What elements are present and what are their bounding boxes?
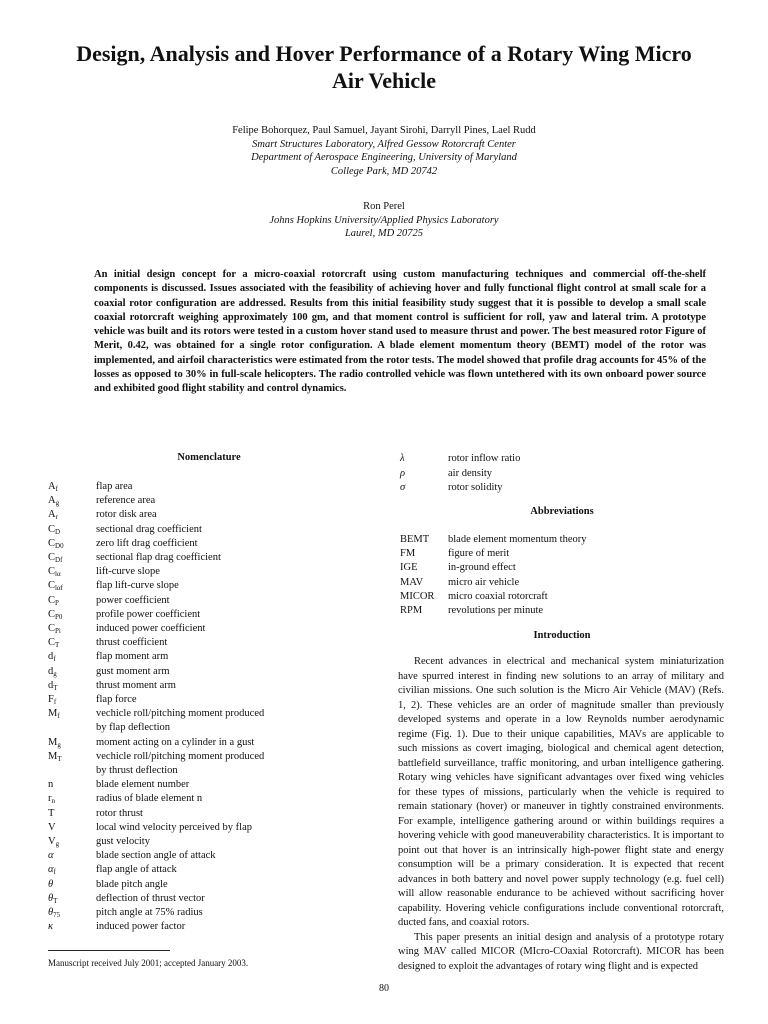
nomenclature-description: [96, 594, 368, 608]
nomenclature-symbol-base: F: [48, 694, 54, 706]
nomenclature-description: [96, 835, 368, 849]
nomenclature-symbol-subscript: T: [53, 896, 58, 905]
nomenclature-description: [96, 565, 368, 579]
author-organization: Johns Hopkins University/Applied Physics Laboratory: [269, 214, 499, 226]
nomenclature-symbol: σ: [400, 482, 406, 494]
abbreviation-term: MAV: [400, 576, 424, 588]
abbreviation-row: [400, 561, 720, 575]
nomenclature-description: [96, 679, 368, 693]
nomenclature-description: [96, 892, 368, 906]
footnote-rule: [48, 950, 170, 951]
nomenclature-description-text: pitch angle at 75% radius: [96, 907, 203, 919]
nomenclature-row: [48, 679, 368, 693]
nomenclature-symbol: [48, 551, 96, 565]
abbreviation-term: MICOR: [400, 590, 435, 602]
nomenclature-symbol-subscript: Pi: [55, 627, 61, 636]
nomenclature-symbol-subscript: D0: [55, 541, 64, 550]
nomenclature-symbol-base: θ: [48, 892, 54, 904]
nomenclature-symbol-subscript: lα: [55, 570, 61, 579]
nomenclature-symbol: [48, 579, 96, 593]
nomenclature-description-text: local wind velocity perceived by flap: [96, 821, 252, 833]
nomenclature-symbol: [48, 480, 96, 494]
nomenclature-symbol: [48, 707, 96, 735]
nomenclature-symbol-subscript: f: [53, 698, 57, 707]
nomenclature-row: [48, 821, 368, 835]
nomenclature-row: [48, 480, 368, 494]
nomenclature-symbol: [48, 537, 96, 551]
author-city-2: Laurel, MD 20725: [344, 228, 424, 240]
nomenclature-symbol-subscript: Df: [55, 556, 63, 565]
nomenclature-row: [48, 650, 368, 664]
nomenclature-symbol-base: θ: [48, 878, 54, 890]
nomenclature-symbol-subscript: g: [53, 669, 57, 678]
nomenclature-symbol-base: A: [48, 509, 56, 521]
nomenclature-symbol-subscript: r: [55, 513, 58, 522]
nomenclature-description-text: rotor disk area: [96, 509, 157, 521]
abbreviation-term: BEMT: [400, 534, 430, 545]
nomenclature-description: [96, 878, 368, 892]
nomenclature-description-text: power coefficient: [96, 594, 170, 606]
footnote: Manuscript received July 2001; accepted January 2003.: [48, 958, 249, 968]
nomenclature-description: [96, 707, 368, 735]
nomenclature-description: [96, 750, 368, 778]
nomenclature-symbol: [48, 650, 96, 664]
nomenclature-row: [48, 622, 368, 636]
nomenclature-symbol-base: V: [48, 836, 56, 848]
nomenclature-symbol-base: M: [48, 708, 58, 720]
nomenclature-symbol-base: α: [48, 850, 54, 862]
nomenclature-symbol: [48, 807, 96, 821]
nomenclature-row: [48, 523, 368, 537]
nomenclature-description-text: induced power factor: [96, 921, 186, 933]
nomenclature-symbol: [48, 508, 96, 522]
abbreviation-description: micro air vehicle: [448, 576, 520, 588]
nomenclature-symbol: [48, 835, 96, 849]
nomenclature-row: [48, 579, 368, 593]
nomenclature-description: [96, 636, 368, 650]
abbreviations-heading: Abbreviations: [530, 506, 594, 517]
introduction-paragraph-2: This paper presents an initial design and analysis of a prototype rotary wing MAV called MICOR (MIcro-COaxial Rotorcraft). MICOR has been designed to exploit the advantages of rotary wing flight and is expected: [398, 931, 724, 972]
nomenclature-symbol-base: C: [48, 608, 56, 620]
abbreviation-row: [400, 604, 720, 618]
nomenclature-symbol-subscript: n: [51, 797, 55, 806]
nomenclature-description: [96, 551, 368, 565]
abbreviation-description: blade element momentum theory: [448, 534, 587, 545]
nomenclature-symbol: [48, 523, 96, 537]
nomenclature-description-text: sectional flap drag coefficient: [96, 552, 221, 564]
author-names-1: Felipe Bohorquez, Paul Samuel, Jayant Sirohi, Darryll Pines, Lael Rudd: [232, 125, 536, 136]
nomenclature-symbol-subscript: P: [55, 598, 59, 607]
nomenclature-row: [48, 665, 368, 679]
abbreviations-list: [400, 533, 720, 618]
nomenclature-symbol-base: V: [48, 821, 56, 833]
nomenclature-description: [96, 920, 368, 934]
nomenclature-row: [48, 736, 368, 750]
nomenclature-symbol: [48, 679, 96, 693]
nomenclature-description-text: rotor thrust: [96, 807, 143, 819]
nomenclature-row: [48, 835, 368, 849]
nomenclature-row: [48, 608, 368, 622]
nomenclature-description: air density: [448, 467, 493, 479]
nomenclature-row: [48, 508, 368, 522]
nomenclature-symbol-subscript: P0: [55, 612, 63, 621]
nomenclature-symbol: [48, 821, 96, 835]
abbreviation-term: IGE: [400, 562, 418, 574]
nomenclature-symbol-base: κ: [48, 921, 54, 933]
nomenclature-description-text: flap area: [96, 481, 133, 492]
nomenclature-symbol: [48, 863, 96, 877]
nomenclature-symbol: ρ: [400, 467, 406, 479]
nomenclature-description-text: moment acting on a cylinder in a gust: [96, 736, 255, 748]
nomenclature-description-text: gust moment arm: [96, 665, 170, 677]
nomenclature-symbol: [48, 494, 96, 508]
nomenclature-row: [48, 750, 368, 778]
nomenclature-symbol: [48, 750, 96, 778]
nomenclature-symbol-subscript: f: [53, 868, 56, 877]
nomenclature-symbol-base: M: [48, 736, 58, 748]
abstract: An initial design concept for a micro-coaxial rotorcraft using custom manufacturing techniques and commercial off-the-shelf components is discussed. Issues associated with the feasibility of achieving hover and fully functional flight control at small scale for a coaxial rotor configuration are addressed. Results from this initial feasibility study suggest that it is possible to develop a small scale coaxial rotorcraft weighing approximately 100 gm, and that moment control is sufficient for roll, yaw and lateral trim. A prototype vehicle was built and its rotors were tested in a custom hover stand used to measure thrust and power. The best measured rotor Figure of Merit, 0.42, was obtained for a single rotor configuration. A blade element momentum theory (BEMT) model of the rotor was implemented, and airfoil characteristics were estimated from the rotor tests. The model showed that profile drag accounts for 45% of the losses as opposed to 30% in full-scale helicopters. The radio controlled vehicle was flown untethered with its own onboard power source and exhibited good flight stability and control dynamics.: [94, 269, 706, 395]
nomenclature-description-text: flap angle of attack: [96, 864, 177, 876]
nomenclature-description-continuation: by flap deflection: [96, 722, 171, 734]
nomenclature-description-text: deflection of thrust vector: [96, 892, 205, 904]
nomenclature-symbol-subscript: f: [57, 712, 60, 721]
nomenclature-symbol-base: d: [48, 651, 54, 663]
nomenclature-description-text: zero lift drag coefficient: [96, 537, 198, 549]
nomenclature-symbol: [48, 892, 96, 906]
nomenclature-symbol-base: θ: [48, 907, 54, 919]
nomenclature-description-text: reference area: [96, 495, 156, 507]
nomenclature-symbol-base: A: [48, 481, 56, 492]
nomenclature-list: [48, 480, 368, 935]
nomenclature-row: [48, 537, 368, 551]
nomenclature-symbol: [48, 565, 96, 579]
nomenclature-description: [96, 665, 368, 679]
nomenclature-description: [96, 579, 368, 593]
paper-title: Design, Analysis and Hover Performance of a Rotary Wing Micro Air Vehicle: [76, 41, 692, 93]
author-names-2: Ron Perel: [363, 201, 405, 212]
nomenclature-symbol: [48, 636, 96, 650]
abbreviation-description: micro coaxial rotorcraft: [448, 590, 548, 602]
abbreviation-row: [400, 547, 720, 561]
nomenclature-description-text: blade pitch angle: [96, 878, 168, 890]
nomenclature-symbol-base: d: [48, 679, 54, 691]
nomenclature-row: [48, 920, 368, 934]
nomenclature-description-text: thrust coefficient: [96, 637, 168, 649]
nomenclature-description-text: sectional drag coefficient: [96, 523, 202, 535]
nomenclature-symbol-subscript: g: [55, 499, 60, 508]
nomenclature-symbol-base: C: [48, 552, 56, 564]
page-number: 80: [379, 983, 389, 994]
nomenclature-symbol: [48, 608, 96, 622]
nomenclature-row: [400, 467, 720, 482]
nomenclature-symbol: [48, 878, 96, 892]
nomenclature-symbol: [48, 792, 96, 806]
author-block-2: [100, 200, 668, 241]
nomenclature-description-text: vechicle roll/pitching moment produced: [96, 708, 265, 720]
nomenclature-description-text: flap moment arm: [96, 651, 169, 663]
nomenclature-row: [48, 849, 368, 863]
nomenclature-symbol-base: C: [48, 580, 56, 592]
nomenclature-description-text: induced power coefficient: [96, 623, 206, 635]
nomenclature-description-text: flap lift-curve slope: [96, 580, 179, 592]
nomenclature-description: [96, 480, 368, 494]
abbreviation-row: [400, 576, 720, 590]
author-city-1: College Park, MD 20742: [330, 165, 438, 177]
nomenclature-symbol: [48, 920, 96, 934]
nomenclature-description-text: vechicle roll/pitching moment produced: [96, 750, 265, 762]
nomenclature-symbol-base: C: [48, 594, 56, 606]
nomenclature-symbol-subscript: f: [55, 485, 58, 493]
abbreviation-row: [400, 533, 720, 547]
nomenclature-description-text: radius of blade element n: [96, 793, 203, 805]
nomenclature-symbol-subscript: g: [57, 740, 61, 749]
nomenclature-symbol-base: A: [48, 495, 56, 507]
nomenclature-symbol-subscript: lαf: [55, 584, 63, 593]
nomenclature-symbol: [48, 736, 96, 750]
nomenclature-symbol: [48, 594, 96, 608]
nomenclature-row: [48, 778, 368, 792]
nomenclature-description-text: thrust moment arm: [96, 679, 176, 691]
nomenclature-description: [96, 736, 368, 750]
nomenclature-description-text: lift-curve slope: [96, 566, 160, 578]
abbreviation-term: RPM: [400, 605, 423, 617]
nomenclature-description-text: blade section angle of attack: [96, 850, 216, 862]
nomenclature-symbol-subscript: T: [55, 641, 60, 650]
nomenclature-description: [96, 622, 368, 636]
nomenclature-description: [96, 693, 368, 707]
nomenclature-heading: Nomenclature: [177, 452, 241, 463]
nomenclature-symbol-subscript: 75: [53, 911, 61, 920]
nomenclature-row: [48, 565, 368, 579]
nomenclature-symbol: [48, 622, 96, 636]
nomenclature-symbol-subscript: T: [57, 754, 62, 763]
nomenclature-description: [96, 608, 368, 622]
nomenclature-description: rotor inflow ratio: [448, 453, 521, 464]
abbreviation-description: revolutions per minute: [448, 605, 544, 617]
nomenclature-row: [48, 792, 368, 806]
nomenclature-symbol-subscript: f: [53, 655, 56, 664]
nomenclature-row: [48, 906, 368, 920]
greek-symbol-list: [400, 452, 720, 496]
abbreviation-row: [400, 590, 720, 604]
nomenclature-description-text: gust velocity: [96, 836, 150, 848]
introduction-paragraph-1: Recent advances in electrical and mechanical system miniaturization have spurred interest in finding new solutions to an array of military and civilian missions. One such solution is the Micro Air Vehicle (MAV) (Refs. 1, 2). These vehicles are an order of magnitude smaller than previously developed systems and operate in a low Reynolds number aerodynamic regime (Fig. 1). Due to their unique capabilities, MAVs are applicable to such missions as covert imaging, biological and chemical agent detection, battlefield surveillance, traffic monitoring, and urban intelligence gathering. Rotary wing vehicles have significant advantages over fixed wing vehicles for these types of missions, particularly when the vehicle is required to remain stationary (hover) or maneuver in tightly constrained environments. For example, intelligence gathering around or within buildings requires a hovering vehicle with good maneuverability characteristics. It is important to point out that hover is an intrinsically high-power flight state and energy consumption will be a primary consideration. It is expected that recent advances in both battery and novel power supply technology (e.g. fuel cell) will allow reasonable endurance to be achieved without sacrificing hover capability. Hovering vehicle configurations include conventional rotorcraft, ducted fans, and coaxial rotors.: [398, 656, 724, 928]
nomenclature-description: [96, 807, 368, 821]
nomenclature-description: [96, 863, 368, 877]
nomenclature-row: [48, 863, 368, 877]
nomenclature-symbol: [48, 665, 96, 679]
nomenclature-symbol: [48, 849, 96, 863]
nomenclature-symbol-subscript: D: [55, 527, 61, 536]
author-block-1: [100, 124, 668, 178]
introduction-heading: Introduction: [533, 630, 591, 641]
nomenclature-description-text: blade element number: [96, 779, 190, 791]
nomenclature-symbol-base: r: [48, 793, 52, 805]
nomenclature-description: [96, 537, 368, 551]
nomenclature-description: [96, 650, 368, 664]
nomenclature-description: [96, 906, 368, 920]
nomenclature-description: [96, 494, 368, 508]
nomenclature-description: [96, 508, 368, 522]
nomenclature-description: [96, 821, 368, 835]
nomenclature-description-text: flap force: [96, 694, 137, 706]
nomenclature-symbol-base: C: [48, 566, 56, 578]
nomenclature-symbol: [48, 693, 96, 707]
nomenclature-row: [48, 594, 368, 608]
abbreviation-description: in-ground effect: [448, 562, 516, 574]
abbreviation-term: FM: [400, 548, 416, 560]
nomenclature-row: [48, 494, 368, 508]
nomenclature-symbol-base: n: [48, 779, 54, 791]
author-lab: Smart Structures Laboratory, Alfred Gessow Rotorcraft Center: [252, 138, 516, 150]
nomenclature-description: [96, 523, 368, 537]
nomenclature-description: rotor solidity: [448, 482, 503, 494]
author-department: Department of Aerospace Engineering, University of Maryland: [251, 152, 517, 164]
nomenclature-description-continuation: by thrust deflection: [96, 765, 178, 777]
nomenclature-symbol-base: C: [48, 637, 56, 649]
nomenclature-description: [96, 778, 368, 792]
nomenclature-symbol-subscript: T: [53, 683, 58, 692]
nomenclature-row: [400, 452, 720, 467]
nomenclature-row: [400, 481, 720, 496]
nomenclature-symbol-base: T: [48, 807, 55, 819]
nomenclature-row: [48, 892, 368, 906]
nomenclature-description: [96, 792, 368, 806]
nomenclature-description-text: profile power coefficient: [96, 608, 201, 620]
nomenclature-symbol-base: d: [48, 665, 54, 677]
nomenclature-row: [48, 707, 368, 735]
nomenclature-symbol: λ: [400, 453, 405, 464]
nomenclature-symbol-base: C: [48, 537, 56, 549]
nomenclature-row: [48, 807, 368, 821]
nomenclature-row: [48, 551, 368, 565]
nomenclature-row: [48, 693, 368, 707]
nomenclature-symbol-base: C: [48, 623, 56, 635]
nomenclature-symbol: [48, 778, 96, 792]
nomenclature-row: [48, 878, 368, 892]
nomenclature-row: [48, 636, 368, 650]
introduction-body: [398, 655, 724, 974]
nomenclature-description: [96, 849, 368, 863]
nomenclature-symbol-base: α: [48, 864, 54, 876]
nomenclature-symbol: [48, 906, 96, 920]
nomenclature-symbol-base: C: [48, 523, 56, 535]
nomenclature-symbol-base: M: [48, 750, 58, 762]
nomenclature-symbol-subscript: g: [55, 840, 60, 849]
abbreviation-description: figure of merit: [448, 548, 510, 560]
